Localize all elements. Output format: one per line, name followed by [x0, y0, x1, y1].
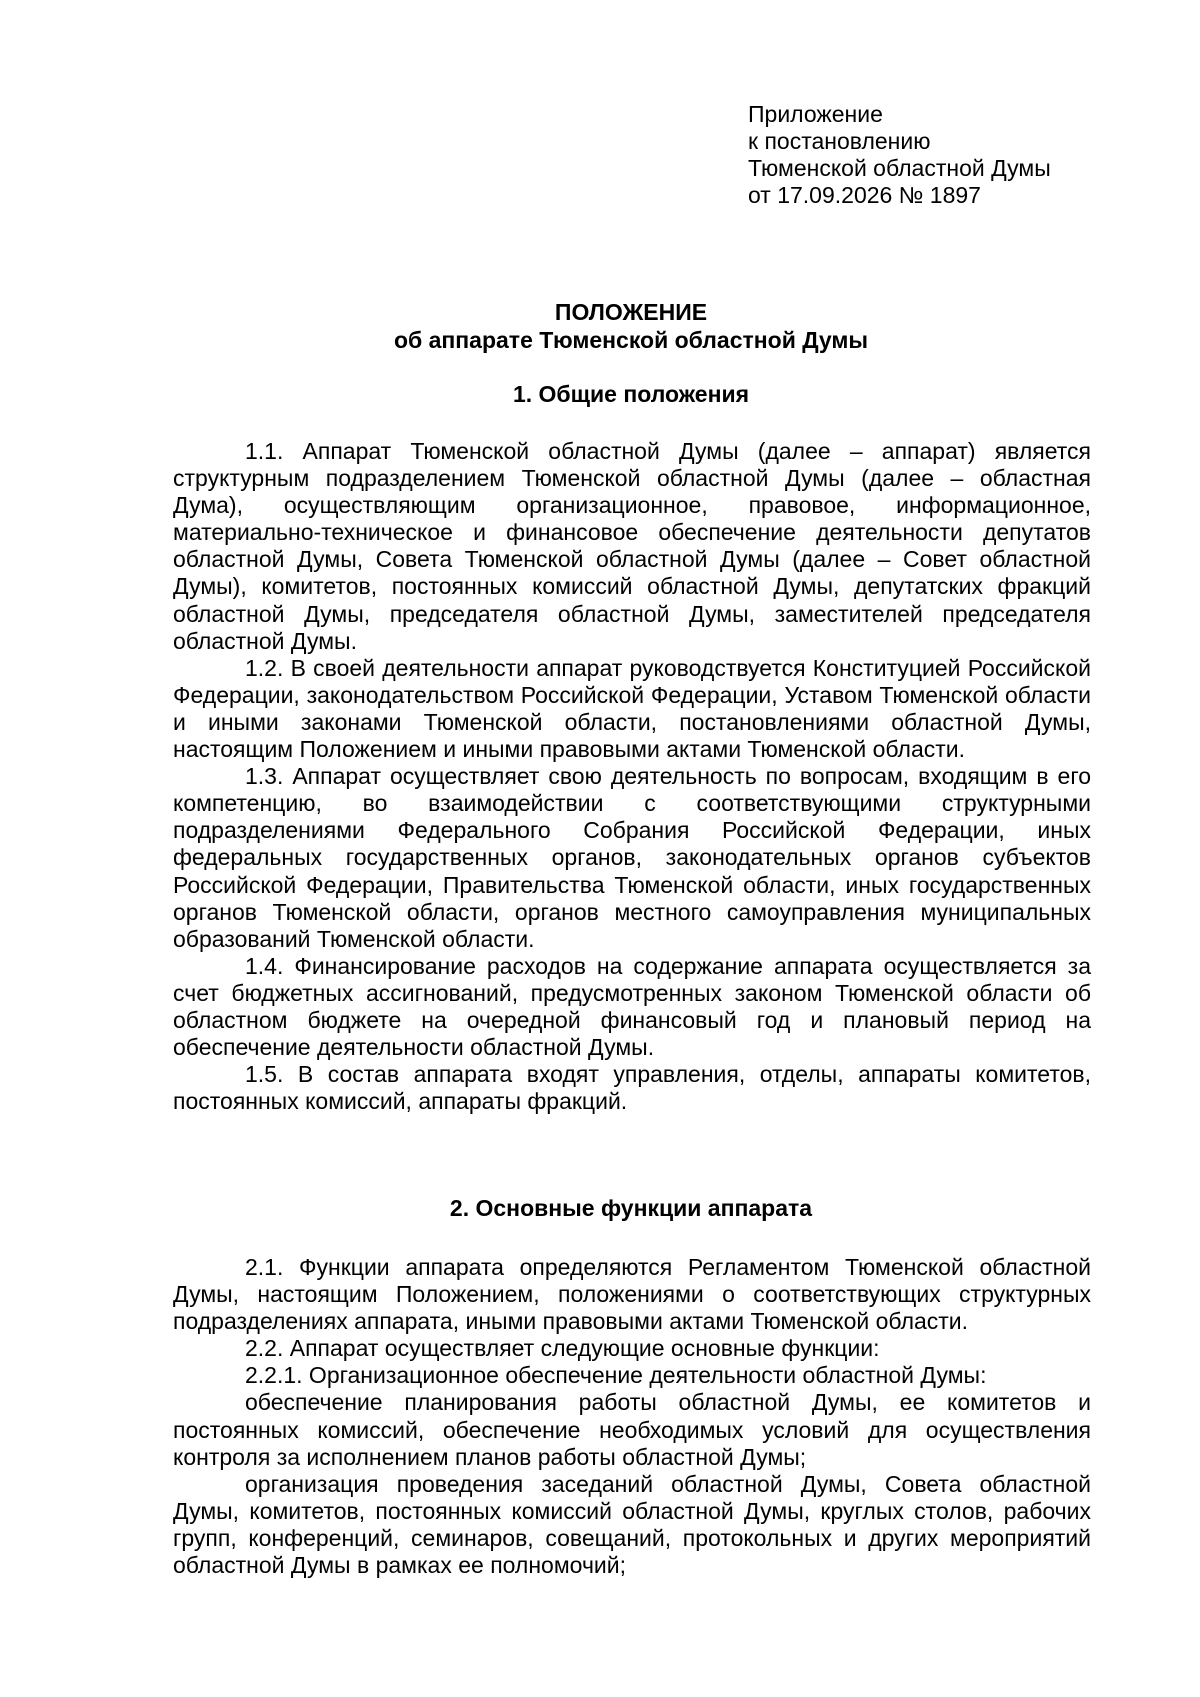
- paragraph: 1.2. В своей деятельности аппарат руководствуется Конституцией Российской Федерации, законодательством Российской Федерации, Уставом Тюменской области и иными законами Тюменской области, постановлениями областной Думы, настоящим Положением и иными правовыми актами Тюменской области.: [173, 654, 1091, 763]
- paragraph: 1.4. Финансирование расходов на содержание аппарата осуществляется за счет бюджетных ассигнований, предусмотренных законом Тюменской области об областном бюджете на очередной финансовый год и плановый период на обеспечение деятельности областной Думы.: [173, 952, 1091, 1061]
- section-body: [173, 438, 1091, 1115]
- paragraph: 2.2. Аппарат осуществляет следующие основные функции:: [245, 1335, 880, 1362]
- paragraph: 1.5. В состав аппарата входят управления, отделы, аппараты комитетов, постоянных комиссий, аппараты фракций.: [173, 1061, 1091, 1115]
- document-subtitle: об аппарате Тюменской областной Думы: [393, 327, 869, 353]
- appendix-line: к постановлению: [748, 128, 931, 154]
- paragraph: 1.3. Аппарат осуществляет свою деятельность по вопросам, входящим в его компетенцию, во взаимодействии с соответствующими структурными подразделениями Федерального Собрания Российской Федерации, иных федеральных государственных органов, законодательных органов субъектов Российской Федерации, Правительства Тюменской области, иных государственных органов Тюменской области, органов местного самоуправления муниципальных образований Тюменской области.: [173, 763, 1091, 952]
- appendix-date-number: от 17.09.2026 № 1897: [748, 182, 981, 208]
- paragraph: 2.1. Функции аппарата определяются Регламентом Тюменской областной Думы, настоящим Положением, положениями о соответствующих структурных подразделениях аппарата, иными правовыми актами Тюменской области.: [173, 1254, 1091, 1335]
- section-heading: 1. Общие положения: [512, 381, 750, 407]
- section-body: [173, 1254, 1091, 1579]
- paragraph: 1.1. Аппарат Тюменской областной Думы (далее – аппарат) является структурным подразделением Тюменской областной Думы (далее – областная Дума), осуществляющим организационное, правовое, информационное, материально-техническое и финансовое обеспечение деятельности депутатов областной Думы, Совета Тюменской областной Думы (далее – Совет областной Думы), комитетов, постоянных комиссий областной Думы, депутатских фракций областной Думы, председателя областной Думы, заместителей председателя областной Думы.: [173, 438, 1091, 654]
- section-heading: 2. Основные функции аппарата: [449, 1195, 813, 1221]
- appendix-line: Приложение: [748, 101, 883, 127]
- paragraph: обеспечение планирования работы областной Думы, ее комитетов и постоянных комиссий, обеспечение необходимых условий для осуществления контроля за исполнением планов работы областной Думы;: [173, 1389, 1091, 1470]
- appendix-stamp: [748, 101, 1051, 209]
- document-title: ПОЛОЖЕНИЕ: [554, 299, 708, 325]
- appendix-line: Тюменской областной Думы: [748, 155, 1051, 181]
- paragraph: организация проведения заседаний областной Думы, Совета областной Думы, комитетов, постоянных комиссий областной Думы, круглых столов, рабочих групп, конференций, семинаров, совещаний, протокольных и других мероприятий областной Думы в рамках ее полномочий;: [173, 1470, 1091, 1579]
- paragraph: 2.2.1. Организационное обеспечение деятельности областной Думы:: [245, 1362, 987, 1389]
